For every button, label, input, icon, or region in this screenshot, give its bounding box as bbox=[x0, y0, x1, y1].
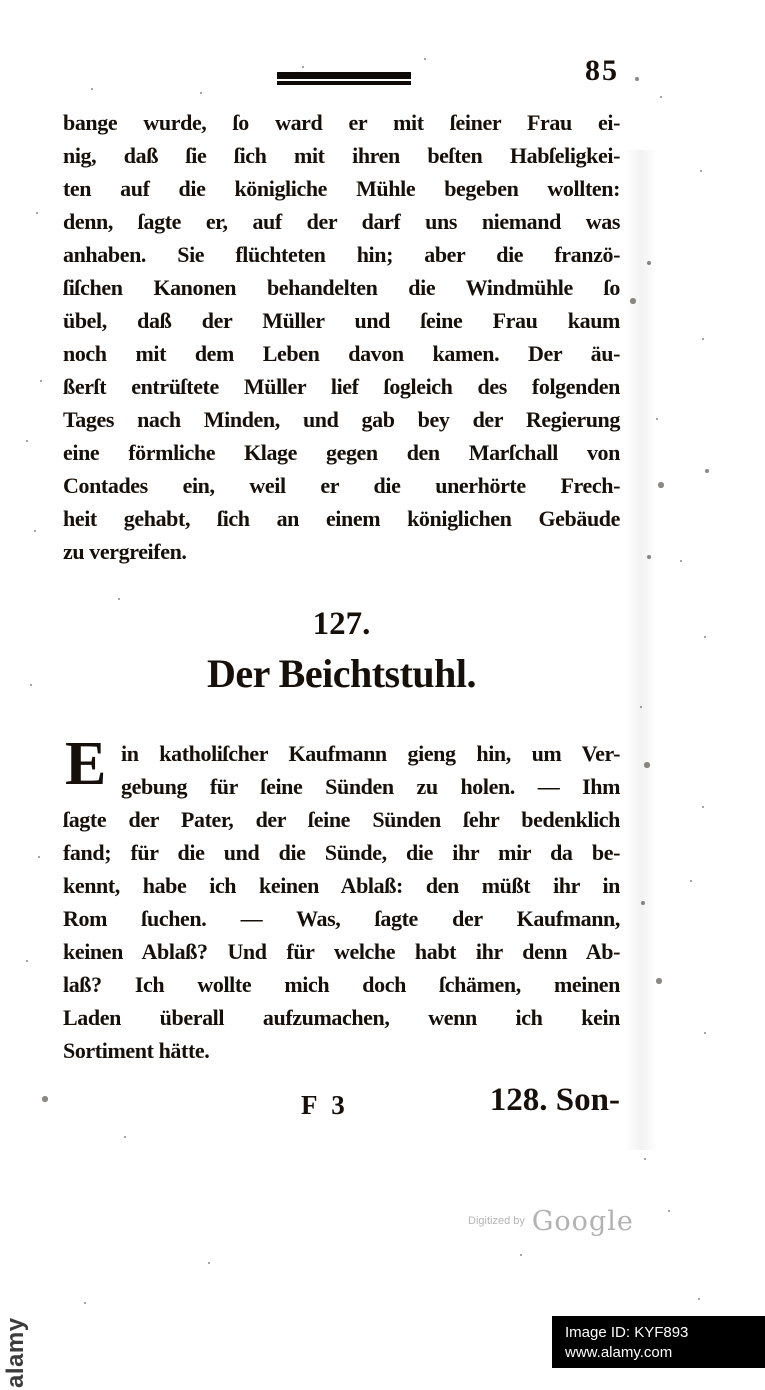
text-line: Sortiment hätte. bbox=[63, 1038, 210, 1063]
text-line: fand; für die und die Sünde, die ihr mir da be- bbox=[63, 840, 620, 865]
catchword: 128. Son- bbox=[489, 1082, 620, 1118]
section-title: Der Beichtstuhl. bbox=[206, 651, 477, 696]
text-line: in katholiſcher Kaufmann gieng hin, um Ver- bbox=[121, 741, 620, 766]
page-number: 85 bbox=[585, 54, 619, 87]
alamy-url: www.alamy.com bbox=[565, 1344, 673, 1361]
text-line: ten auf die königliche Mühle begeben wollten: bbox=[63, 176, 620, 201]
scan-noise-streak bbox=[625, 150, 657, 1150]
text-line: zu vergreifen. bbox=[63, 539, 187, 564]
text-line: Contades ein, weil er die unerhörte Frech- bbox=[63, 473, 620, 498]
text-line: ßerſt entrüſtete Müller lief ſogleich des folgenden bbox=[63, 374, 620, 399]
paragraph-1 bbox=[63, 106, 620, 568]
section-number: 127. bbox=[312, 606, 371, 642]
text-line: anhaben. Sie flüchteten hin; aber die franzö- bbox=[63, 242, 620, 267]
text-line: eine förmliche Klage gegen den Marſchall von bbox=[63, 440, 620, 465]
google-logo: Google bbox=[531, 1206, 634, 1237]
footer-row bbox=[63, 1082, 620, 1128]
scan-noise bbox=[0, 0, 2, 2]
digitized-by-label: Digitized by bbox=[468, 1215, 525, 1227]
google-watermark bbox=[468, 1206, 634, 1237]
text-line: bange wurde, ſo ward er mit ſeiner Frau ei- bbox=[63, 110, 620, 135]
signature-mark: F 3 bbox=[301, 1090, 349, 1120]
drop-cap-initial: E bbox=[65, 730, 106, 798]
paragraph-2 bbox=[63, 730, 620, 1067]
text-line: Rom ſuchen. — Was, ſagte der Kaufmann, bbox=[63, 906, 620, 931]
text-line: heit gehabt, ſich an einem königlichen Gebäude bbox=[63, 506, 620, 531]
text-line: keinen Ablaß? Und für welche habt ihr denn Ab- bbox=[63, 939, 620, 964]
text-line: ſagte der Pater, der ſeine Sünden ſehr bedenklich bbox=[63, 807, 620, 832]
text-line: Laden überall aufzumachen, wenn ich kein bbox=[63, 1005, 620, 1030]
alamy-credit-box bbox=[552, 1316, 765, 1368]
alamy-side-watermark: alamy bbox=[2, 1317, 29, 1388]
text-line: denn, ſagte er, auf der darf uns niemand was bbox=[63, 209, 620, 234]
text-line: laß? Ich wollte mich doch ſchämen, meinen bbox=[63, 972, 620, 997]
text-line: übel, daß der Müller und ſeine Frau kaum bbox=[63, 308, 620, 333]
image-id-label: Image ID: KYF893 bbox=[565, 1324, 689, 1341]
text-line: kennt, habe ich keinen Ablaß: den müßt ihr in bbox=[63, 873, 620, 898]
header-rule bbox=[277, 72, 411, 85]
text-line: noch mit dem Leben davon kamen. Der äu- bbox=[63, 341, 620, 366]
text-line: ſiſchen Kanonen behandelten die Windmühle ſo bbox=[63, 275, 620, 300]
text-line: Tages nach Minden, und gab bey der Regierung bbox=[63, 407, 620, 432]
text-line: nig, daß ſie ſich mit ihren beſten Habſeligkei- bbox=[63, 143, 620, 168]
text-line: gebung für ſeine Sünden zu holen. — Ihm bbox=[121, 774, 620, 799]
